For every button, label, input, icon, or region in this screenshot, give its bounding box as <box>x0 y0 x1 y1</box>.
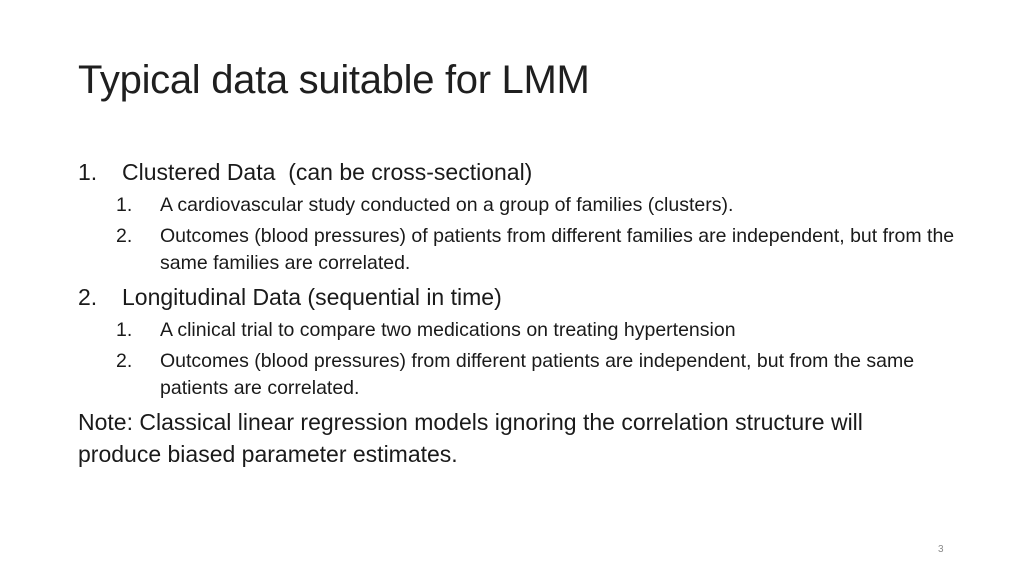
section-clustered-data <box>78 156 958 188</box>
list-item <box>78 223 958 277</box>
slide-content <box>78 156 958 470</box>
list-item-number: 2. <box>116 350 133 372</box>
section-heading: Longitudinal Data (sequential in time) <box>122 284 502 310</box>
note-paragraph: Note: Classical linear regression models ignoring the correlation structure will produce biased parameter estimates. <box>78 409 863 467</box>
section-longitudinal-data <box>78 281 958 313</box>
subitem-list <box>78 317 958 402</box>
list-item <box>78 192 958 219</box>
list-item-number: 1. <box>116 319 133 341</box>
section-number: 2. <box>78 284 98 310</box>
list-item-text: A clinical trial to compare two medications on treating hypertension <box>160 319 736 341</box>
slide-title: Typical data suitable for LMM <box>78 58 590 102</box>
list-item-text: A cardiovascular study conducted on a group of families (clusters). <box>160 194 734 216</box>
list-item-number: 2. <box>116 225 133 247</box>
page-number: 3 <box>938 544 944 555</box>
list-item <box>78 317 958 344</box>
section-heading: Clustered Data (can be cross-sectional) <box>122 159 533 185</box>
subitem-list <box>78 192 958 277</box>
list-item-text: Outcomes (blood pressures) of patients from different families are independent, but from the same families are correlated. <box>160 225 955 274</box>
list-item-number: 1. <box>116 194 133 216</box>
list-item-text: Outcomes (blood pressures) from different patients are independent, but from the same patients are correlated. <box>160 350 915 399</box>
list-item <box>78 348 958 402</box>
section-number: 1. <box>78 159 98 185</box>
